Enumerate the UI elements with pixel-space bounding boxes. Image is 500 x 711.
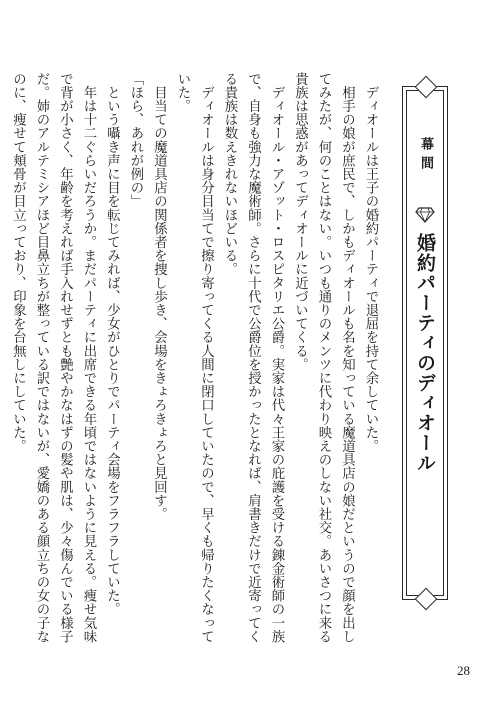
paragraph: という囁き声に目を転じてみれば、少女がひとりでパーティ会場をフラフラしていた。 <box>104 72 120 616</box>
paragraph: 相手の娘が庶民で、しかもディオールも名を知っている魔道具店の娘だというので顔を出してみたが、何のことはない。いつも通りのメンツに代わり映えのしない社交。あいさつに来る貴族は思惑があってディオールに近づいてくる。 <box>292 72 355 644</box>
chapter-label: 幕間 <box>418 137 433 175</box>
chapter-title: 婚約パーティのディオール <box>414 233 436 473</box>
paragraph: 目当ての魔道具店の関係者を捜し歩き、会場をきょろきょろと見回す。 <box>151 72 167 521</box>
diamond-ornament-top <box>415 76 438 99</box>
page-number: 28 <box>457 663 470 678</box>
chapter-heading-frame <box>402 86 448 600</box>
paragraph: ディオールは王子の婚約パーティで退屈を持て余していた。 <box>363 72 378 453</box>
paragraph: 「ほら、あれが例の」 <box>128 72 143 208</box>
paragraph: ディオールは身分目当てで擦り寄ってくる人間に閉口していたので、早くも帰りたくなっていた。 <box>175 72 214 644</box>
paragraph: ディオール・アゾット・ロスピタリエ公爵。実家は代々王家の庇護を受ける錬金術師の一族で、自身も強力な魔術師。さらに十代で公爵位を授かったとなれば、肩書きだけで近寄ってくる貴族は数えきれないほどいる。 <box>222 72 284 644</box>
body-text <box>6 72 382 644</box>
gem-icon <box>415 207 435 223</box>
paragraph: 年は十二ぐらいだろうか。まだパーティに出席できる年頃ではないように見える。痩せ気味で背が小さく、年齢を考えれば手入れせずとも艶やかなはずの髪や肌は、少々傷んでいる様子だ。姉のアルテミシアほど目鼻立ちが整っている訳ではないが、愛嬌のある顔立ちの女の子なのに、痩せて頬骨が目立っており、印象を台無しにしていた。 <box>10 72 96 644</box>
diamond-ornament-bottom <box>415 588 438 611</box>
